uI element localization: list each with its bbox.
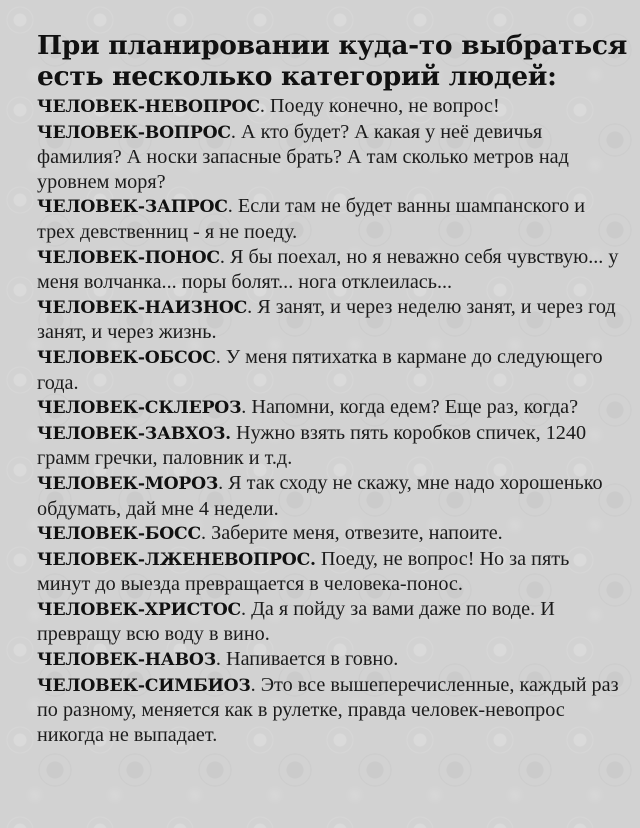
category-name: ЧЕЛОВЕК-ХРИСТОС [37,599,241,620]
title-line-2: есть несколько категорий людей: [37,61,557,92]
category-name: ЧЕЛОВЕК-БОСС [37,524,201,545]
list-item [37,245,627,295]
category-separator: . [247,295,253,318]
category-description: Я так сходу не скажу, мне надо хорошенько обдумать, дай мне 4 недели. [37,471,603,520]
category-name: ЧЕЛОВЕК-НАИЗНОС [37,297,248,318]
list-item [37,421,627,471]
meme-card [37,30,627,747]
category-name: ЧЕЛОВЕК-НЕВОПРОС [37,97,260,117]
category-name: ЧЕЛОВЕК-ОБСОС [37,347,216,368]
category-description: Поеду конечно, не вопрос! [264,95,500,117]
list-item [37,295,627,345]
category-description: Поеду, не вопрос! Но за пять минут до выезда превращается в человека-понос. [37,547,570,596]
category-name: ЧЕЛОВЕК-ЗАВХОЗ. [37,423,231,444]
list-item [37,597,627,647]
category-description: Если там не будет ванны шампанского и трех девственниц - я не поеду. [37,195,586,243]
category-separator: . [250,673,256,696]
category-description: Напомни, когда едем? Еще раз, когда? [246,396,579,419]
list-item [37,345,627,395]
category-name: ЧЕЛОВЕК-НАВОЗ [37,650,216,671]
list-item [37,120,627,195]
list-item [37,194,627,244]
category-name: ЧЕЛОВЕК-ВОПРОС [37,122,231,143]
category-separator: . [215,345,221,368]
category-name: ЧЕЛОВЕК-ПОНОС [37,247,220,268]
category-description: Да я пойду за вами даже по воде. И превращу всю воду в вино. [37,597,555,646]
category-description: У меня пятихатка в кармане до следующего года. [37,345,603,394]
category-separator: . [230,120,236,143]
category-description: Это все вышеперечисленные, каждый раз по разному, меняется как в рулетке, правда человек-невопрос никогда не выпадает. [37,673,619,746]
category-separator: . [259,95,265,117]
category-list [37,94,627,747]
list-item [37,673,627,748]
category-name: ЧЕЛОВЕК-МОРОЗ [37,473,219,494]
category-description: А кто будет? А какая у неё девичья фамилия? А носки запасные брать? А там сколько метров над уровнем моря? [37,120,569,193]
page-title [37,30,627,92]
category-separator: . [219,245,225,268]
category-description: Напивается в говно. [220,648,399,671]
category-separator: . [218,471,224,494]
category-separator: . [200,522,207,545]
category-separator: . [241,396,247,419]
category-separator: . [240,597,247,620]
list-item [37,471,627,521]
category-separator: . [215,648,221,671]
category-description: Я бы поехал, но я неважно себя чувствую... у меня волчанка... поры болят... нога отклеилась... [37,245,619,294]
category-description: Заберите меня, отвезите, напоите. [206,522,503,545]
list-item [37,647,627,673]
category-name: ЧЕЛОВЕК-СКЛЕРОЗ [37,398,242,419]
list-item [37,94,627,120]
list-item [37,395,627,421]
title-line-1: При планировании куда-то выбраться [37,30,627,61]
list-item [37,547,627,597]
category-name: ЧЕЛОВЕК-ЛЖЕНЕВОПРОС. [37,549,316,570]
list-item [37,521,627,547]
category-name: ЧЕЛОВЕК-ЗАПРОС [37,197,228,218]
category-name: ЧЕЛОВЕК-СИМБИОЗ [37,675,251,696]
category-separator: . [227,195,233,218]
category-description: Нужно взять пять коробков спичек, 1240 грамм гречки, паловник и т.д. [37,421,587,470]
category-description: Я занят, и через неделю занят, и через год занят, и через жизнь. [37,295,616,344]
